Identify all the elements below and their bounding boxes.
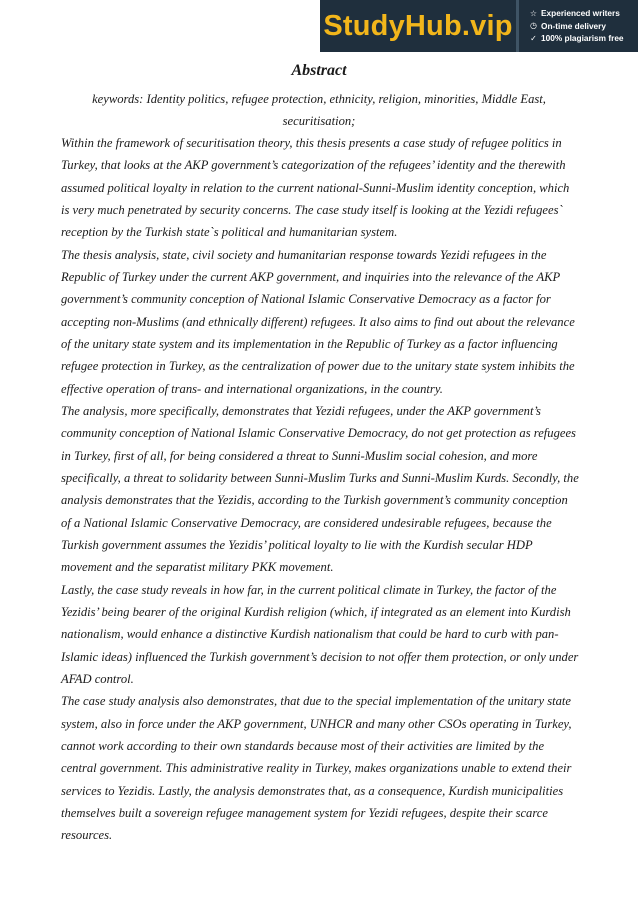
feature-label: 100% plagiarism free	[541, 33, 624, 44]
studyhub-banner[interactable]	[320, 0, 638, 52]
feature-item	[529, 7, 638, 20]
abstract-body	[61, 132, 579, 847]
paragraph: The analysis, more specifically, demonstrates that Yezidi refugees, under the AKP government’s community conception of National Islamic Conservative Democracy, do not get protection as refugees in Turkey, first of all, for being considered a threat to Sunni-Muslim social cohesion, and more specifically, a threat to solidarity between Sunni-Muslim Turks and Sunni-Muslim Kurds. Secondly, the analysis demonstrates that the Yezidis, according to the Turkish government’s community conception of a National Islamic Conservative Democracy, are considered undesirable refugees, because the Turkish government assumes the Yezidis’ political loyalty to lie with the Kurdish secular HDP movement and the separatist military PKK movement.	[61, 403, 579, 575]
paragraph: The thesis analysis, state, civil society and humanitarian response towards Yezidi refugees in the Republic of Turkey under the current AKP government, and inquiries into the relevance of the AKP government’s community conception of National Islamic Conservative Democracy as a factor for accepting non-Muslims (and ethnically different) refugees. It also aims to find out about the relevance of the unitary state system and its implementation in the Republic of Turkey as a factor influencing refugee protection in Turkey, as the centralization of power due to the unitary state system inhibits the effective operation of trans- and international organizations, in the country.	[61, 247, 575, 396]
feature-item	[529, 20, 638, 33]
feature-label: On-time delivery	[541, 20, 607, 31]
feature-item	[529, 32, 638, 45]
brand-name: StudyHub.vip	[323, 9, 513, 42]
brand-logo[interactable]	[320, 0, 516, 52]
shield-icon: ✓	[530, 33, 537, 43]
paragraph: Within the framework of securitisation theory, this thesis presents a case study of refugee politics in Turkey, that looks at the AKP government’s categorization of the refugees’ identity and the therewith assumed political loyalty in relation to the current national-Sunni-Muslim identity conception, which is very much penetrated by security concerns. The case study itself is looking at the Yezidi refugees` reception by the Turkish state`s political and humanitarian system.	[61, 136, 570, 240]
star-icon: ☆	[529, 8, 538, 18]
feature-label: Experienced writers	[541, 8, 620, 19]
paragraph: The case study analysis also demonstrates, that due to the special implementation of the unitary state system, also in force under the AKP government, UNHCR and many other CSOs operating in Turkey, cannot work according to their own standards because most of their activities are limited by the central government. This administrative reality in Turkey, makes organizations unable to extend their services to Yezidis. Lastly, the analysis demonstrates that, as a consequence, Kurdish municipalities themselves built a sovereign refugee management system for Yezidi refugees, despite their scarce resources.	[61, 694, 572, 843]
paragraph: Lastly, the case study reveals in how far, in the current political climate in Turkey, the factor of the Yezidis’ being bearer of the original Kurdish religion (which, if integrated as an element into Kurdish nationalism, would enhance a distinctive Kurdish nationalism that could be hard to curb with pan-Islamic ideas) influenced the Turkish government’s decision to not offer them protection, or only under AFAD control.	[61, 582, 579, 686]
feature-list	[519, 0, 638, 52]
keywords-line: keywords: Identity politics, refugee protection, ethnicity, religion, minorities, Middle East, securitisation;	[92, 92, 546, 129]
page-title: Abstract	[291, 62, 347, 79]
clock-icon: ◷	[530, 21, 537, 31]
